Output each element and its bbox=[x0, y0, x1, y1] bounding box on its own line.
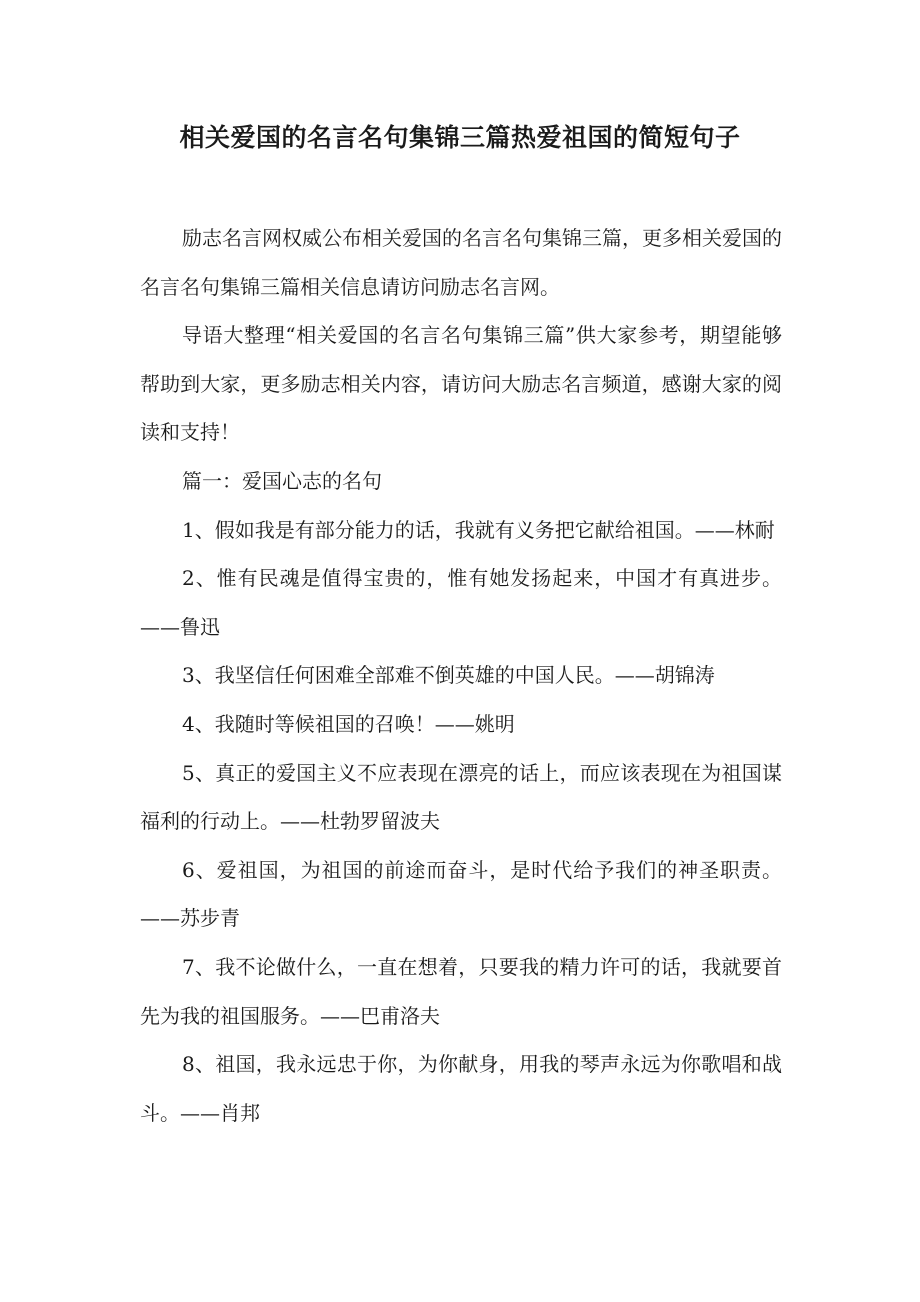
quote-item: 1、假如我是有部分能力的话，我就有义务把它献给祖国。——林耐 bbox=[182, 517, 775, 542]
lead-paragraph: 导语大整理“相关爱国的名言名句集锦三篇”供大家参考，期望能够帮助到大家，更多励志相关内容，请访问大励志名言频道，感谢大家的阅读和支持！ bbox=[140, 323, 782, 445]
quote-item: 8、祖国，我永远忠于你，为你献身，用我的琴声永远为你歌唱和战斗。——肖邦 bbox=[140, 1052, 782, 1125]
quote-item: 2、惟有民魂是值得宝贵的，惟有她发扬起来，中国才有真进步。——鲁迅 bbox=[140, 566, 782, 639]
intro-paragraph: 励志名言网权威公布相关爱国的名言名句集锦三篇，更多相关爱国的名言名句集锦三篇相关信息请访问励志名言网。 bbox=[140, 226, 782, 299]
document-title: 相关爱国的名言名句集锦三篇热爱祖国的简短句子 bbox=[179, 123, 741, 152]
quote-item: 6、爱祖国，为祖国的前途而奋斗，是时代给予我们的神圣职责。——苏步青 bbox=[140, 857, 782, 931]
section-heading: 篇一：爱国心志的名句 bbox=[182, 468, 382, 493]
document-body bbox=[140, 214, 782, 1137]
quote-item: 4、我随时等候祖国的召唤！——姚明 bbox=[182, 711, 515, 736]
quote-item: 5、真正的爱国主义不应表现在漂亮的话上，而应该表现在为祖国谋福利的行动上。——杜勃罗留波夫 bbox=[140, 760, 782, 834]
quote-item: 7、我不论做什么，一直在想着，只要我的精力许可的话，我就要首先为我的祖国服务。——巴甫洛夫 bbox=[140, 954, 782, 1028]
quote-item: 3、我坚信任何困难全部难不倒英雄的中国人民。——胡锦涛 bbox=[182, 663, 715, 688]
